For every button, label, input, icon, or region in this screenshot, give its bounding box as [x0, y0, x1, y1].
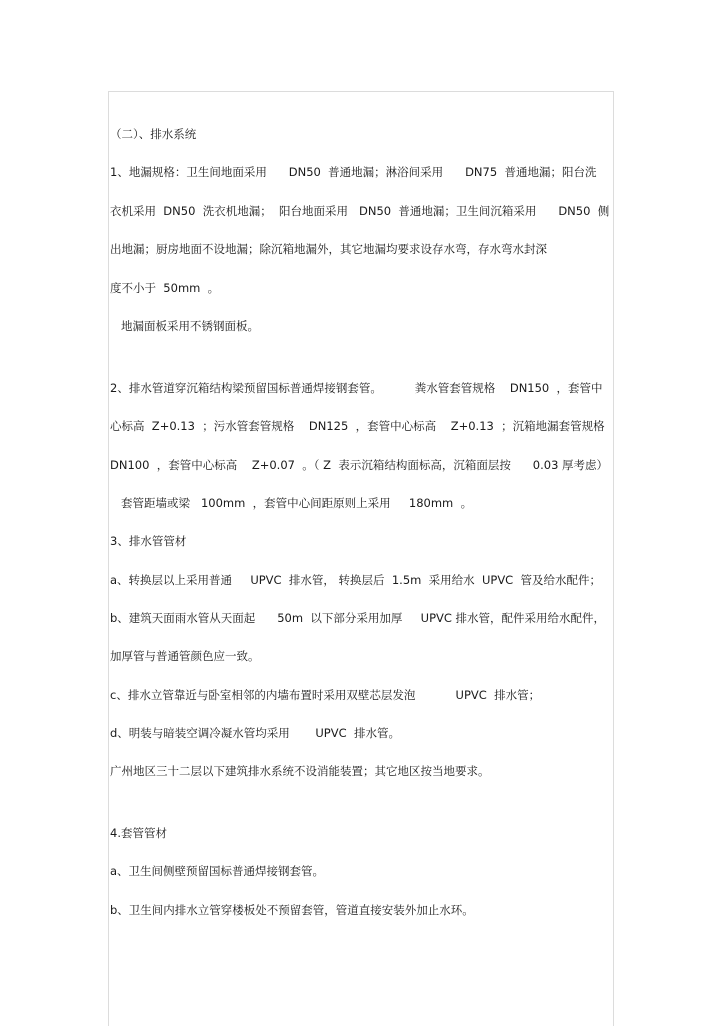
paragraph-line: 加厚管与普通管颜色应一致。	[110, 649, 260, 663]
paragraph-line: 出地漏；厨房地面不设地漏；除沉箱地漏外，其它地漏均要求设存水弯，存水弯水封深	[110, 242, 547, 256]
paragraph-line: 地漏面板采用不锈钢面板。	[121, 319, 259, 333]
paragraph-line: 心标高 Z+0.13 ；污水管套管规格 DN125 ，套管中心标高 Z+0.13 ；沉箱地漏套管规格	[110, 419, 605, 433]
paragraph-line: 1、地漏规格：卫生间地面采用 DN50 普通地漏；淋浴间采用 DN75 普通地漏；阳台洗	[110, 165, 597, 179]
section-heading-pipe-material: 3、排水管管材	[110, 534, 187, 548]
paragraph-line: DN100 ，套管中心标高 Z+0.07 。（ Z 表示沉箱结构面标高，沉箱面层按 0.03 厚考虑）	[110, 458, 609, 472]
list-item: b、建筑天面雨水管从天面起 50m 以下部分采用加厚 UPVC 排水管，配件采用给水配件，	[110, 611, 606, 625]
list-item: a、转换层以上采用普通 UPVC 排水管， 转换层后 1.5m 采用给水 UPVC 管及给水配件；	[110, 573, 602, 587]
paragraph-line: 广州地区三十二层以下建筑排水系统不设消能装置；其它地区按当地要求。	[110, 764, 490, 778]
list-item: a、卫生间侧壁预留国标普通焊接钢套管。	[110, 864, 325, 878]
paragraph-line: 度不小于 50mm 。	[110, 281, 220, 295]
page-frame	[108, 91, 614, 1026]
paragraph-line: 2、排水管道穿沉箱结构梁预留国标普通焊接钢套管。 粪水管套管规格 DN150 ，套管中	[110, 381, 603, 395]
list-item: b、卫生间内排水立管穿楼板处不预留套管，管道直接安装外加止水环。	[110, 903, 474, 917]
list-item: d、明装与暗装空调冷凝水管均采用 UPVC 排水管。	[110, 726, 400, 740]
paragraph-line: 衣机采用 DN50 洗衣机地漏； 阳台地面采用 DN50 普通地漏；卫生间沉箱采用 DN50 侧	[110, 204, 610, 218]
list-item: c、排水立管靠近与卧室相邻的内墙布置时采用双壁芯层发泡 UPVC 排水管；	[110, 688, 541, 702]
paragraph-line: 套管距墙或梁 100mm ，套管中心间距原则上采用 180mm 。	[121, 496, 473, 510]
section-heading-sleeve-material: 4.套管管材	[110, 826, 167, 840]
section-heading-drainage: （二）、排水系统	[110, 127, 197, 141]
